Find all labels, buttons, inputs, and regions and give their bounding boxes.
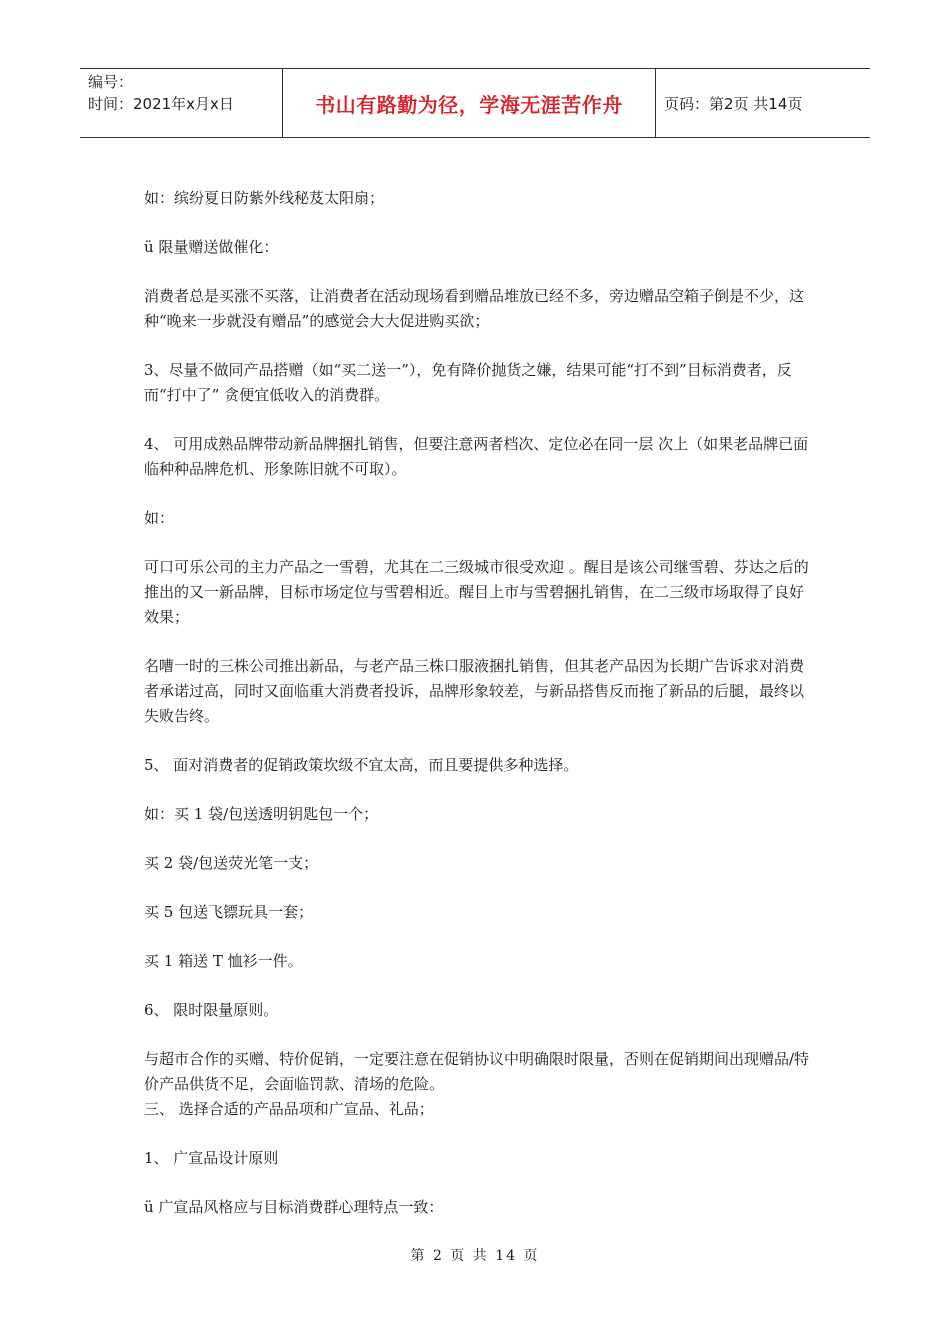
paragraph: 如： bbox=[144, 509, 175, 527]
document-number-label: 编号： bbox=[88, 73, 134, 91]
paragraph: 买 2 袋/包送荧光笔一支； bbox=[144, 854, 319, 872]
paragraph: 6、 限时限量原则。 bbox=[144, 1001, 279, 1019]
paragraph: 1、 广宣品设计原则 bbox=[144, 1149, 279, 1167]
paragraph: 如：缤纷夏日防紫外线秘芨太阳扇； bbox=[144, 189, 385, 207]
paragraph: 消费者总是买涨不买落，让消费者在活动现场看到赠品堆放已经不多，旁边赠品空箱子倒是不少，这种“晚来一步就没有赠品”的感觉会大大促进购买欲； bbox=[144, 287, 805, 330]
page-footer: 第 2 页 共 14 页 bbox=[410, 1248, 540, 1264]
paragraph: 4、 可用成熟品牌带动新品牌捆扎销售，但要注意两者档次、定位必在同一层 次上（如果老品牌已面临种种品牌危机、形象陈旧就不可取）。 bbox=[144, 435, 809, 478]
paragraph: 如：买 1 袋/包送透明钥匙包一个； bbox=[144, 805, 379, 823]
paragraph: 与超市合作的买赠、特价促销，一定要注意在促销协议中明确限时限量，否则在促销期间出现赠品/特价产品供货不足，会面临罚款、清场的危险。 bbox=[144, 1050, 810, 1093]
paragraph: 名嘈一时的三株公司推出新品，与老产品三株口服液捆扎销售，但其老产品因为长期广告诉求对消费者承诺过高，同时又面临重大消费者投诉，品牌形象较差，与新品搭售反而拖了新品的后腿，最终以失败告终。 bbox=[144, 657, 805, 725]
header-meta bbox=[80, 69, 282, 137]
paragraph: 买 1 箱送 T 恤衫一件。 bbox=[144, 952, 303, 970]
document-date: 时间：2021年x月x日 bbox=[88, 95, 234, 113]
page-header bbox=[80, 68, 870, 138]
paragraph: 5、 面对消费者的促销政策坎级不宜太高，而且要提供多种选择。 bbox=[144, 756, 579, 774]
paragraph: 买 5 包送飞镖玩具一套； bbox=[144, 903, 314, 921]
header-page-info: 页码：第2页 共14页 bbox=[664, 94, 803, 113]
paragraph: 可口可乐公司的主力产品之一雪碧，尤其在二三级城市很受欢迎 。醒目是该公司继雪碧、芬达之后的推出的又一新品牌，目标市场定位与雪碧相近。醒目上市与雪碧捆扎销售，在二三级市场取得了良好效果； bbox=[144, 558, 809, 626]
document-body bbox=[144, 186, 810, 1220]
paragraph: ü 限量赠送做催化： bbox=[144, 238, 279, 256]
paragraph: 3、尽量不做同产品搭赠（如“买二送一”），免有降价抛货之嫌，结果可能“打不到”目标消费者，反而“打中了” 贪便宜低收入的消费群。 bbox=[144, 361, 792, 404]
header-motto: 书山有路勤为径，学海无涯苦作舟 bbox=[282, 69, 656, 137]
section-heading: 三、 选择合适的产品品项和广宣品、礼品； bbox=[144, 1100, 434, 1118]
paragraph: ü 广宣品风格应与目标消费群心理特点一致： bbox=[144, 1198, 444, 1216]
